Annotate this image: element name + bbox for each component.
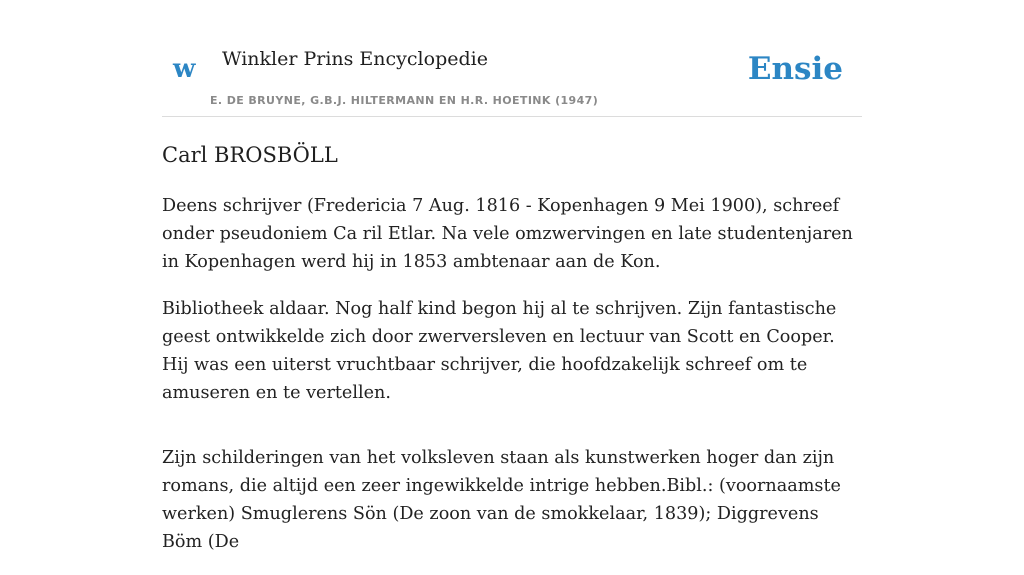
site-header <box>162 0 862 117</box>
article-paragraph: Zijn schilderingen van het volksleven staan als kunstwerken hoger dan zijn romans, die altijd een zeer ingewikkelde intrige hebben.Bibl.: (voornaamste werken) Smuglerens Sön (De zoon van de smokkelaar, 1839); Diggrevens Böm (De <box>162 448 841 552</box>
winkler-prins-logo-icon[interactable]: w <box>173 54 196 84</box>
ensie-brand-link[interactable]: Ensie <box>747 51 843 87</box>
book-authors: E. DE BRUYNE, G.B.J. HILTERMANN EN H.R. HOETINK (1947) <box>210 94 599 107</box>
article-body <box>162 192 862 575</box>
page <box>162 0 862 552</box>
article-paragraph: Deens schrijver (Fredericia 7 Aug. 1816 - Kopenhagen 9 Mei 1900), schreef onder pseudoniem Ca ril Etlar. Na vele omzwervingen en late studentenjaren in Kopenhagen werd hij in 1853 ambtenaar aan de Kon. <box>162 196 853 272</box>
article-title: Carl BROSBÖLL <box>162 143 338 167</box>
book-title[interactable]: Winkler Prins Encyclopedie <box>222 48 488 70</box>
article-paragraph: Bibliotheek aldaar. Nog half kind begon hij al te schrijven. Zijn fantastische geest ontwikkelde zich door zwerversleven en lectuur van Scott en Cooper. Hij was een uiterst vruchtbaar schrijver, die hoofdzakelijk schreef om te amuseren en te vertellen. <box>162 299 837 403</box>
